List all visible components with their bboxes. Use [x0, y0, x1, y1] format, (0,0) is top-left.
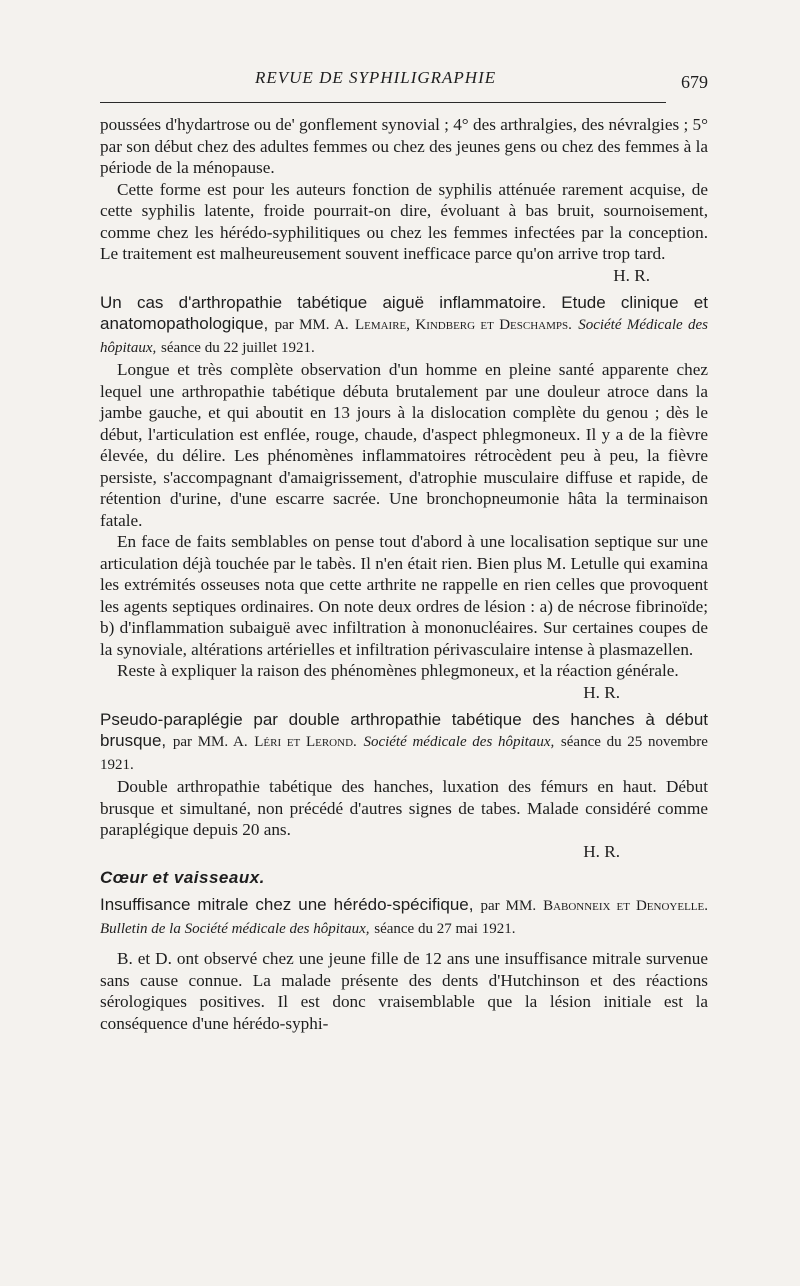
date: séance du 27 mai 1921.: [374, 921, 516, 937]
signature: H. R.: [583, 841, 620, 861]
authors-prefix: par MM. A.: [172, 734, 248, 750]
authors: Léri et Lerond.: [254, 734, 357, 750]
running-title: REVUE DE SYPHILIGRAPHIE: [255, 68, 497, 87]
source: Société Médicale des hôpitaux,: [100, 317, 708, 356]
paragraph: Double arthropathie tabétique des hanches, luxation des fémurs en haut. Début brusque et simultané, non précédé d'autres signes de tabes. Malade considéré comme paraplégique depuis 20 ans.: [100, 777, 708, 839]
paragraph: Cette forme est pour les auteurs fonction de syphilis atténuée rarement acquise, de cette syphilis latente, froide pourrait-on dire, évoluant à bas bruit, sournoisement, comme chez les hérédo-syphilitiques ou chez les femmes infectées par la conception. Le traitement est malheureusement souvent inefficace parce qu'on arrive trop tard.: [100, 179, 708, 263]
section-heading: Cœur et vaisseaux.: [100, 868, 265, 887]
source: Bulletin de la Société médicale des hôpitaux,: [100, 921, 370, 937]
article-title-block: [100, 709, 708, 776]
authors-prefix: par MM.: [480, 898, 537, 914]
page-header: [100, 68, 708, 98]
article-title-block: [100, 292, 708, 359]
paragraph: Reste à expliquer la raison des phénomènes phlegmoneux, et la réaction générale.: [117, 661, 679, 680]
authors-prefix: par MM. A.: [274, 317, 349, 333]
authors: Lemaire, Kindberg et Deschamps.: [354, 317, 572, 333]
spacer: [100, 940, 708, 948]
article-title: Insuffisance mitrale chez une hérédo-spécifique,: [100, 895, 474, 914]
header-rule: [100, 102, 666, 103]
article-title-block: [100, 894, 708, 940]
date: séance du 25 novembre 1921.: [100, 734, 708, 773]
source: Société médicale des hôpitaux,: [363, 734, 555, 750]
signature: H. R.: [613, 265, 650, 285]
paragraph: Longue et très complète observation d'un homme en pleine santé apparente chez lequel une arthropathie tabétique débuta brutalement par une douleur atroce dans la jambe gauche, et qui aboutit en 13 jours à la dislocation complète du genou ; dès le début, l'articulation est enflée, rouge, chaude, d'aspect phlegmoneux. Il y a de la fièvre élevée, du délire. Les phénomènes inflammatoires rétrocèdent peu à peu, la fièvre persiste, s'accompagnant d'amaigrissement, d'atrophie musculaire diffuse et rapide, de rétention d'urine, d'une escarre sacrée. Une bronchopneumonie hâta la terminaison fatale.: [100, 360, 708, 530]
authors: Babonneix et Denoyelle.: [543, 898, 708, 914]
article-title: Un cas d'arthropathie tabétique aiguë inflammatoire. Etude clinique et anatomopathologique,: [100, 293, 708, 333]
paragraph: En face de faits semblables on pense tout d'abord à une localisation septique sur une articulation déjà touchée par le tabès. Il n'en était rien. Bien plus M. Letulle qui examina les extrémités osseuses nota que cette arthrite ne rappelle en rien celles que provoquent les agents septiques ordinaires. On note deux ordres de lésion : a) de nécrose fibrinoïde; b) d'inflammation subaiguë avec infiltration à mononucléaires. Sur certaines coupes de la synoviale, altérations artérielles et infiltration périvasculaire intense à plasmazellen.: [100, 532, 708, 659]
signature: H. R.: [583, 682, 620, 702]
body-text: [100, 114, 708, 1034]
page-number: 679: [681, 72, 708, 92]
paragraph: B. et D. ont observé chez une jeune fille de 12 ans une insuffisance mitrale survenue sans cause connue. La malade présente des dents d'Hutchinson et des réactions sérologiques positives. Il est donc vraisemblable que la lésion initiale est la conséquence d'une hérédo-syphi-: [100, 949, 708, 1033]
date: séance du 22 juillet 1921.: [160, 340, 315, 356]
article-title: Pseudo-paraplégie par double arthropathie tabétique des hanches à début brusque,: [100, 710, 708, 750]
paragraph: poussées d'hydartrose ou de' gonflement synovial ; 4° des arthralgies, des névralgies ; 5° par son début chez des adultes femmes ou chez des jeunes gens ou chez des femmes à la période de la ménopause.: [100, 115, 708, 177]
